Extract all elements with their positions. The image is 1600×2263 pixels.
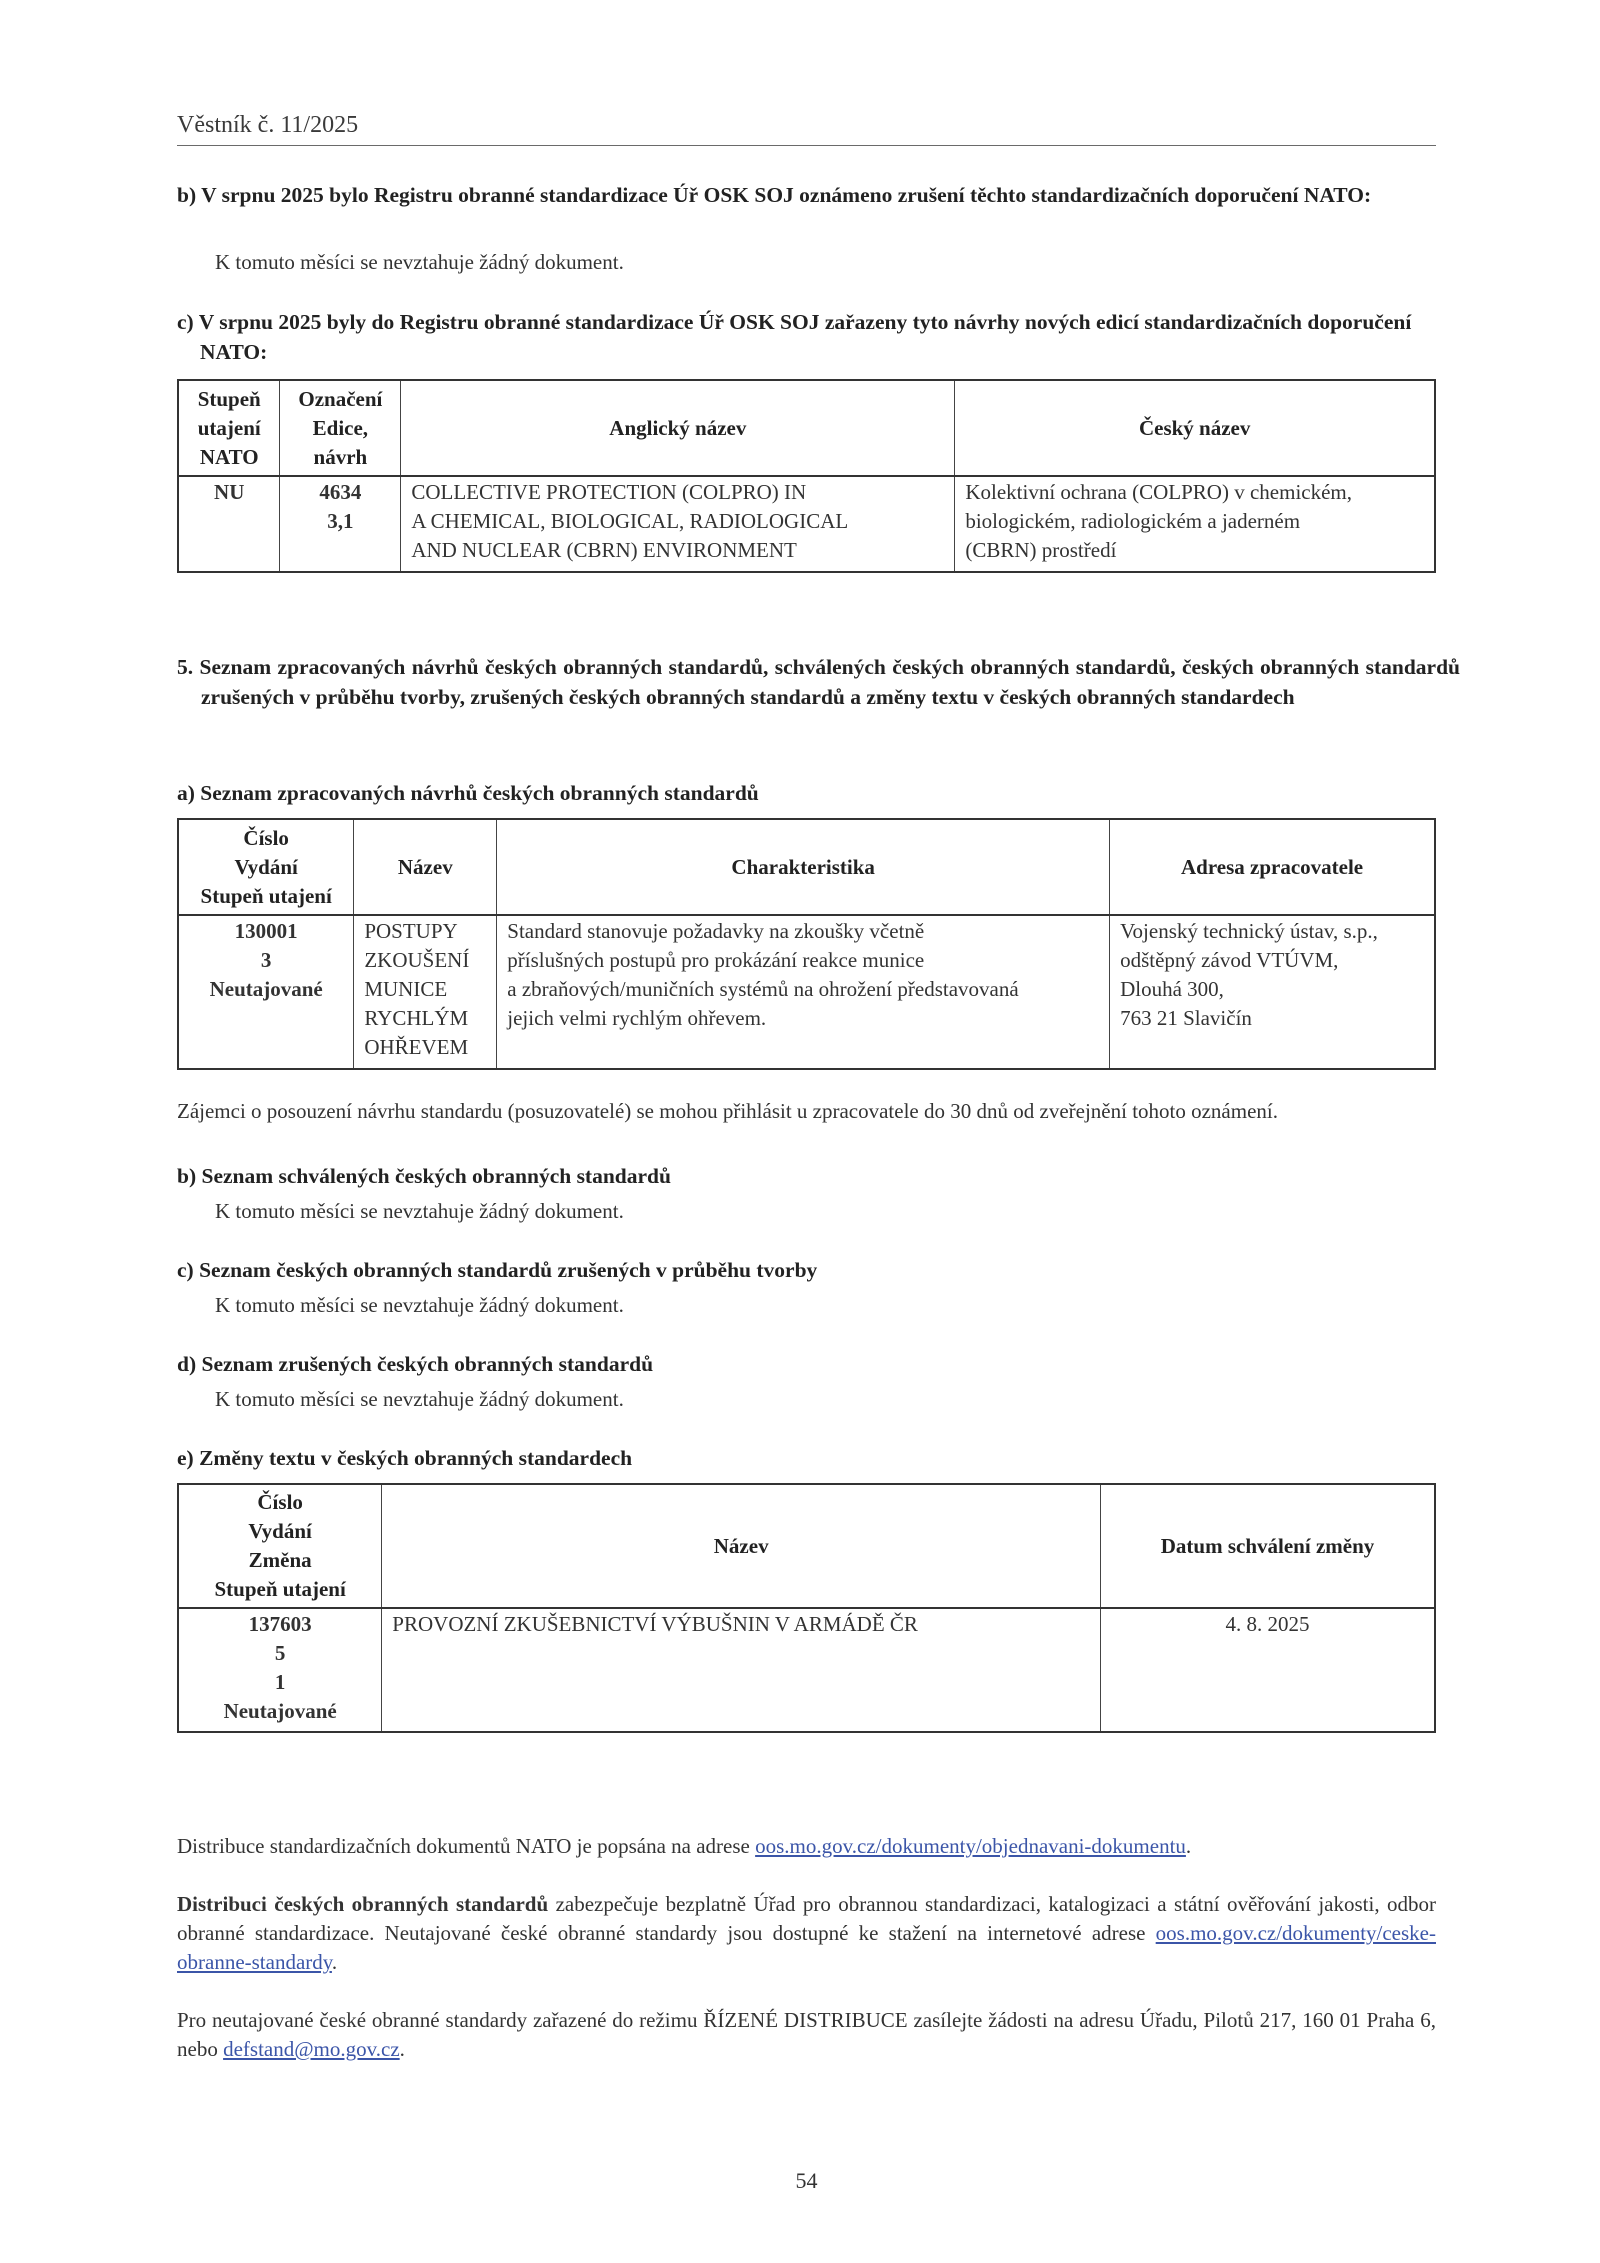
section-5-heading: 5. Seznam zpracovaných návrhů českých obranných standardů, schválených českých obranných standardů, českých obranných standardů zrušených v průběhu tvorby, zrušených českých obranných standardů a změny textu v českých obranných standardech [177,655,1460,709]
cell-number: 130001 3 Neutajované [178,915,354,1069]
header-classification: Stupeň utajení NATO [178,380,280,476]
table-header-row [178,380,1435,476]
section-5e-heading: e) Změny textu v českých obranných standardech [177,1446,633,1470]
header-characteristics: Charakteristika [497,819,1110,915]
cell-title: POSTUPY ZKOUŠENÍ MUNICE RYCHLÝM OHŘEVEM [354,915,497,1069]
cell-classification: NU [178,476,280,572]
header-czech-title: Český název [955,380,1435,476]
email-link[interactable]: defstand@mo.gov.cz [223,2037,400,2061]
czech-standards-link[interactable]: oos.mo.gov.cz/dokumenty/ceske-obranne-standardy [177,1921,1436,1974]
section-4c-heading: c) V srpnu 2025 byly do Registru obranné standardizace Úř OSK SOJ zařazeny tyto návrhy nových edicí standardizačních doporučení NATO: [177,310,1412,364]
nato-distribution-note: Distribuce standardizačních dokumentů NATO je popsána na adrese oos.mo.gov.cz/dokumenty/objednavani-dokumentu. [177,1834,1192,1858]
table-row [178,1608,1435,1732]
cell-number: 137603 5 1 Neutajované [178,1608,382,1732]
table-row [178,476,1435,572]
header-rule [177,145,1436,146]
section-5d-note: K tomuto měsíci se nevztahuje žádný dokument. [215,1387,624,1411]
nato-distribution-link[interactable]: oos.mo.gov.cz/dokumenty/objednavani-dokumentu [755,1834,1186,1858]
cell-approval-date: 4. 8. 2025 [1101,1608,1435,1732]
cell-english-title: COLLECTIVE PROTECTION (COLPRO) IN A CHEMICAL, BIOLOGICAL, RADIOLOGICAL AND NUCLEAR (CBRN) ENVIRONMENT [401,476,955,572]
table-header-row [178,1484,1435,1608]
cell-characteristics: Standard stanovuje požadavky na zkoušky včetně příslušných postupů pro prokázání reakce munice a zbraňových/muničních systémů na ohrožení představovaná jejich velmi rychlým ohřevem. [497,915,1110,1069]
section-5c-heading: c) Seznam českých obranných standardů zrušených v průběhu tvorby [177,1258,818,1282]
controlled-distribution-note: Pro neutajované české obranné standardy zařazené do režimu ŘÍZENÉ DISTRIBUCE zasílejte žádosti na adresu Úřadu, Pilotů 217, 160 01 Praha 6, nebo defstand@mo.gov.cz. [177,2008,1436,2061]
section-5b-heading: b) Seznam schválených českých obranných standardů [177,1164,671,1188]
cell-address: Vojenský technický ústav, s.p., odštěpný závod VTÚVM, Dlouhá 300, 763 21 Slavičín [1110,915,1435,1069]
running-title: Věstník č. 11/2025 [177,112,359,138]
section-4b-heading: b) V srpnu 2025 bylo Registru obranné standardizace Úř OSK SOJ oznámeno zrušení těchto standardizačních doporučení NATO: [177,183,1372,207]
table-row [178,915,1435,1069]
header-address: Adresa zpracovatele [1110,819,1435,915]
section-4b-note: K tomuto měsíci se nevztahuje žádný dokument. [215,250,624,274]
czech-distribution-bold: Distribuci českých obranných standardů [177,1892,549,1916]
page-number: 54 [795,2168,818,2193]
section-5a-note: Zájemci o posouzení návrhu standardu (posuzovatelé) se mohou přihlásit u zpracovatele do 30 dnů od zveřejnění tohoto oznámení. [177,1099,1278,1123]
cell-designation: 4634 3,1 [280,476,401,572]
section-5b-note: K tomuto měsíci se nevztahuje žádný dokument. [215,1199,624,1223]
section-5d-heading: d) Seznam zrušených českých obranných standardů [177,1352,654,1376]
header-title: Název [354,819,497,915]
header-approval-date: Datum schválení změny [1101,1484,1435,1608]
header-title: Název [382,1484,1101,1608]
text-changes-table [177,1483,1436,1733]
section-5c-note: K tomuto měsíci se nevztahuje žádný dokument. [215,1293,624,1317]
cell-czech-title: Kolektivní ochrana (COLPRO) v chemickém, biologickém, radiologickém a jaderném (CBRN) prostředí [955,476,1435,572]
table-header-row [178,819,1435,915]
cell-title: PROVOZNÍ ZKUŠEBNICTVÍ VÝBUŠNIN V ARMÁDĚ ČR [382,1608,1101,1732]
header-number: Číslo Vydání Změna Stupeň utajení [178,1484,382,1608]
header-designation: Označení Edice, návrh [280,380,401,476]
czech-distribution-note: Distribuci českých obranných standardů zabezpečuje bezplatně Úřad pro obrannou standardizaci, katalogizaci a státní ověřování jakosti, odbor obranné standardizace. Neutajované české obranné standardy jsou dostupné ke stažení na internetové adrese oos.mo.gov.cz/dokumenty/ceske-obranne-standardy. [177,1892,1437,1974]
nato-drafts-table [177,379,1436,573]
header-english-title: Anglický název [401,380,955,476]
section-5a-heading: a) Seznam zpracovaných návrhů českých obranných standardů [177,781,759,805]
header-number: Číslo Vydání Stupeň utajení [178,819,354,915]
czech-drafts-table [177,818,1436,1070]
